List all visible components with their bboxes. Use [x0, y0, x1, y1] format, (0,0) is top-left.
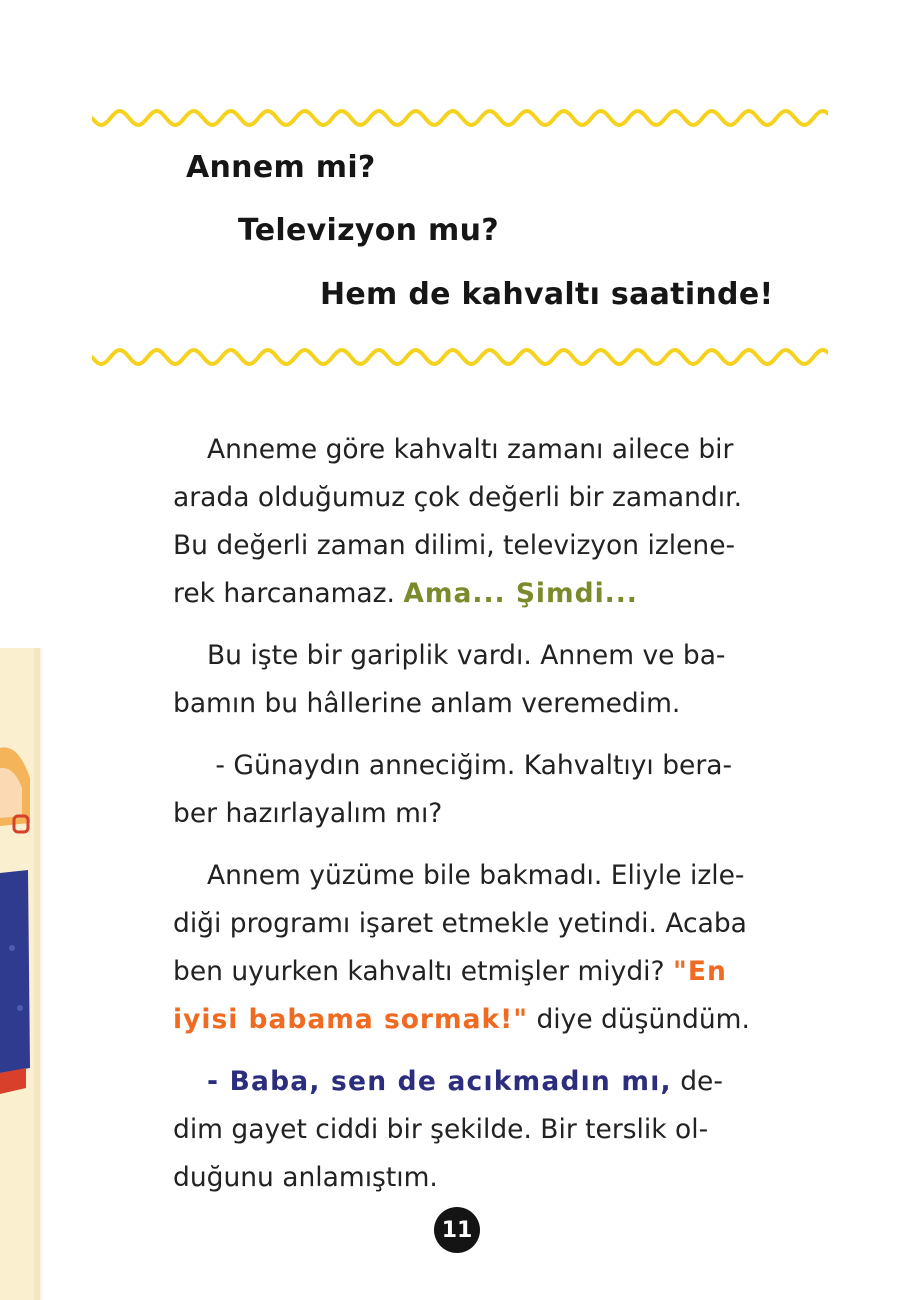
page-number-badge: 11 — [434, 1207, 480, 1253]
text-segment: rek harcanamaz. — [173, 578, 395, 609]
emphasis-quote-end: iyisi babama sormak!" — [173, 1004, 529, 1035]
text-line: - Günaydın anneciğim. Kahvaltıyı bera- — [207, 750, 733, 781]
heading-line-3: Hem de kahvaltı saatinde! — [320, 277, 774, 312]
emphasis-quote-start: "En — [673, 956, 727, 987]
text-line-mixed — [173, 1058, 753, 1106]
text-line-mixed — [173, 996, 753, 1044]
paragraph-4 — [173, 852, 753, 1044]
text-line: Anneme göre kahvaltı zamanı ailece bir — [207, 434, 734, 465]
heading-line-2: Televizyon mu? — [238, 213, 499, 248]
text-line: bamın bu hâllerine anlam veremedim. — [173, 688, 681, 719]
text-line: diği programı işaret etmekle yetindi. Acaba — [173, 908, 747, 939]
heading-line-1: Annem mi? — [186, 150, 376, 185]
text-segment: diye düşündüm. — [536, 1004, 750, 1035]
text-line-mixed — [173, 948, 753, 996]
text-segment: ben uyurken kahvaltı etmişler miydi? — [173, 956, 665, 987]
text-line: duğunu anlamıştım. — [173, 1162, 438, 1193]
text-line: dim gayet ciddi bir şekilde. Bir terslik ol- — [173, 1114, 709, 1145]
paragraph-2 — [173, 632, 753, 728]
text-line: Bu işte bir gariplik vardı. Annem ve ba- — [207, 640, 726, 671]
text-line: Bu değerli zaman dilimi, televizyon izlene- — [173, 530, 736, 561]
top-wave-divider — [92, 106, 828, 130]
emphasis-ama-simdi: Ama... Şimdi... — [403, 578, 638, 609]
emphasis-dialogue: - Baba, sen de acıkmadın mı, — [207, 1066, 672, 1097]
bottom-wave-divider — [92, 345, 828, 369]
story-body — [173, 426, 753, 1202]
paragraph-3-dialogue — [173, 742, 753, 838]
text-line: arada olduğumuz çok değerli bir zamandır. — [173, 482, 743, 513]
edge-illustration — [0, 648, 42, 1300]
text-line: Annem yüzüme bile bakmadı. Eliyle izle- — [207, 860, 745, 891]
paragraph-5-dialogue — [173, 1058, 753, 1202]
text-segment: de- — [680, 1066, 723, 1097]
paragraph-1 — [173, 426, 753, 618]
text-line: ber hazırlayalım mı? — [173, 798, 443, 829]
text-line-mixed — [173, 570, 753, 618]
